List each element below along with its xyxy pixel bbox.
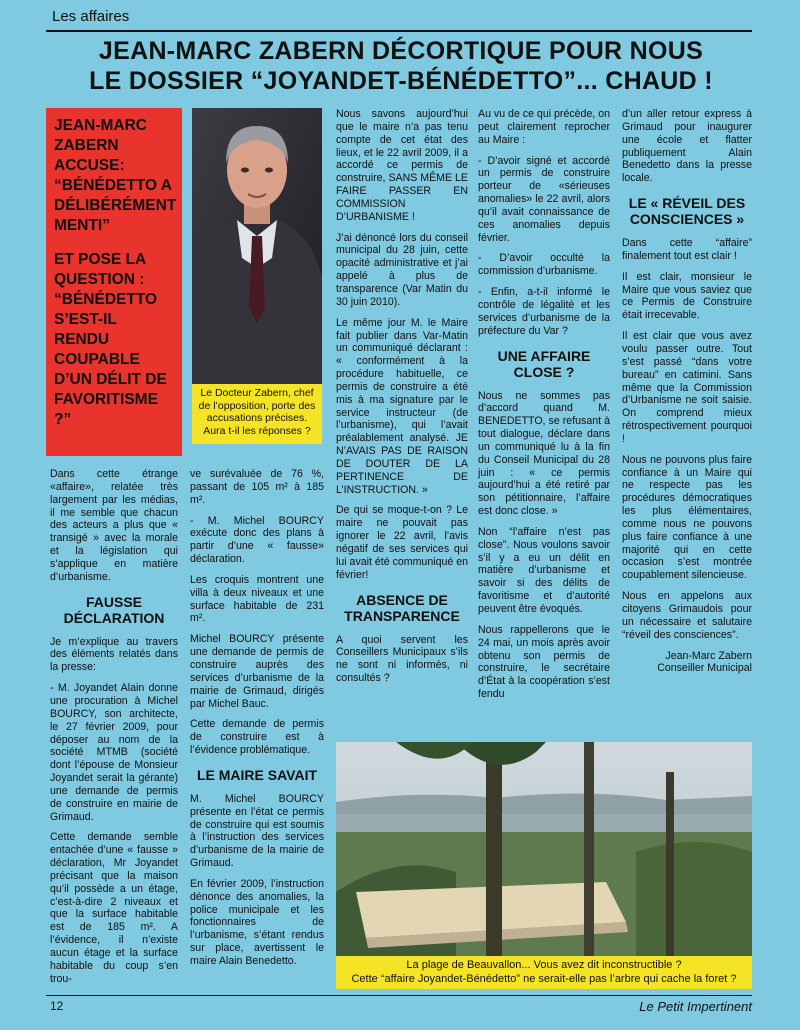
paragraph: - D’avoir occulté la commission d’urbanisme. — [478, 252, 610, 278]
paragraph: Nous ne pouvons plus faire confiance à un Maire qui ne respecte pas les procédures démocratiques les plus élémentaires, comme nous ne pouvons plus faire confiance à une majorité qui en cette occasion s’est montrée coupablement silencieuse. — [622, 453, 752, 582]
page-number: 12 — [50, 999, 64, 1013]
signature-name: Jean-Marc Zabern — [665, 649, 752, 662]
paragraph: Cette demande de permis de construire est à l’évidence problématique. — [190, 718, 324, 757]
paragraph: Je m’explique au travers des éléments relatés dans la presse: — [50, 635, 178, 674]
section-label: Les affaires — [52, 8, 130, 25]
headline-line-2: LE DOSSIER “JOYANDET-BÉNÉDETTO”... CHAUD ! — [89, 67, 713, 95]
beach-caption-line-2: Cette “affaire Joyandet-Bénédetto” ne serait-elle pas l’arbre qui cache la foret ? — [351, 973, 737, 985]
subheading-fausse-declaration: FAUSSE DÉCLARATION — [63, 593, 165, 626]
paragraph: J’ai dénoncé lors du conseil municipal du 28 juin, cette opacité administrative et j’ai appelé à plus de transparence (Var Matin du 30 juin 2010). — [336, 231, 468, 308]
column-1 — [50, 468, 178, 994]
paragraph: Il est clair que vous avez voulu passer outre. Tout s’est passé “dans votre bureau” en catimini. Sans même que la Commission d’Urbanisme ne soit saisie. On comprend mieux rétrospectivement pourquoi ! — [622, 330, 752, 445]
paragraph: - M. Michel BOURCY exécute donc des plans à partir d’une « fausse» déclaration. — [190, 514, 324, 566]
paragraph: Au vu de ce qui précède, on peut clairement reprocher au Maire : — [478, 108, 610, 146]
portrait-illustration — [192, 108, 322, 384]
pull-quote-question: ET POSE LA QUESTION : “BÉNÉDETTO S’EST-IL RENDU COUPABLE D’UN DÉLIT DE FAVORITISME ?” — [54, 251, 167, 428]
portrait-photo — [192, 108, 322, 384]
paragraph: Non “l’affaire n’est pas close”. Nous voulons savoir s’il y a eu un délit en matière d’urbanisme et savoir si des délits de favoritisme et d’autorité peuvent être évoqués. — [478, 525, 610, 615]
top-rule — [46, 30, 752, 32]
pull-quote-box — [46, 108, 182, 456]
paragraph: Nous savons aujourd’hui que le maire n’a pas tenu compte de cet état des lieux, et le 22 avril 2009, il a accordé ce permis de construire, SANS MÊME LE FAIRE PASSER EN COMMISSION D’URBANISME ! — [336, 108, 468, 223]
pull-quote-accuse: JEAN-MARC ZABERN ACCUSE: “BÉNÉDETTO A DÉLIBÉRÉMENT MENTI” — [54, 117, 177, 234]
beach-caption — [336, 956, 752, 989]
paragraph: De qui se moque-t-on ? Le maire ne pouvait pas ignorer le 22 avril, l’avis négatif de ses services qui lui avait été communiqué en février! — [336, 504, 468, 581]
subheading-reveil-des-consciences: LE « RÉVEIL DES CONSCIENCES » — [628, 195, 746, 228]
paragraph: Nous rappellerons que le 24 mai, un mois après avoir obtenu son permis de construire, le secrétaire d’État à la coopération s’est fendu — [478, 623, 610, 701]
paragraph: - Enfin, a-t-il informé le contrôle de légalité et les services d’urbanisme de la préfecture du Var ? — [478, 286, 610, 337]
paragraph: Nous en appelons aux citoyens Grimaudois pour un nécessaire et salutaire “réveil des consciences”. — [622, 590, 752, 641]
paragraph: Dans cette “affaire” finalement tout est clair ! — [622, 237, 752, 262]
signature-title: Conseiller Municipal — [657, 662, 752, 675]
bottom-rule — [46, 995, 752, 996]
magazine-name: Le Petit Impertinent — [639, 999, 752, 1014]
paragraph: M. Michel BOURCY présente en l’état ce permis de construire qui est soumis à l’instruction des services d’urbanisme de la mairie de Grimaud. — [190, 792, 324, 870]
paragraph: Il est clair, monsieur le Maire que vous saviez que ce Permis de Construire était irrecevable. — [622, 270, 752, 322]
subheading-le-maire-savait: LE MAIRE SAVAIT — [196, 766, 318, 783]
subheading-une-affaire-close: UNE AFFAIRE CLOSE ? — [497, 347, 591, 380]
headline-line-1: JEAN-MARC ZABERN DÉCORTIQUE POUR NOUS — [98, 37, 704, 65]
paragraph: Les croquis montrent une villa à deux niveaux et une surface habitable de 231 m². — [190, 573, 324, 625]
paragraph: d’un aller retour express à Grimaud pour inaugurer une école et flatter publiquement Alain Benedetto dans la presse locale. — [622, 108, 752, 185]
paragraph: Dans cette étrange «affaire», relatée très largement par les médias, il me semble que chacun des acteurs a plus que « transigé » avec la morale et la législation qui s’applique en matière d’urbanisme. — [50, 468, 178, 583]
column-3 — [336, 108, 468, 693]
beach-illustration — [336, 742, 752, 956]
column-5 — [622, 108, 752, 675]
paragraph: - M. Joyandet Alain donne une procuration à Michel BOURCY, son architecte, le 27 février 2009, pour déposer au nom de la société MTMB (société dont l’épouse de Monsieur Joyandet serait la gérante) une demande de permis de construire en mairie de Grimaud. — [50, 682, 178, 823]
column-2 — [190, 468, 324, 976]
paragraph: Michel BOURCY présente une demande de permis de construire auprès des services d’urbanisme de la mairie de Grimaud, dirigés par Michel Bauc. — [190, 633, 324, 710]
paragraph: A quoi servent les Conseillers Municipaux s’ils ne sont ni informés, ni consultés ? — [336, 633, 468, 685]
beach-photo — [336, 742, 752, 956]
headline — [46, 36, 756, 96]
paragraph: Cette demande semble entachée d’une « fausse » déclaration, Mr Joyandet précisant que la maison qu’il possède a un étage, c’est-à-dire 2 niveaux et que la surface habitable est de 185 m². A l’évidence, il n’existe aucun étage et la surface habitable du coup s’en trou- — [50, 831, 178, 985]
portrait-caption: Le Docteur Zabern, chef de l’opposition, porte des accusations précises. Aura t-il les réponses ? — [192, 384, 322, 444]
paragraph: Le même jour M. le Maire fait publier dans Var-Matin un communiqué déclarant : « conformément à la procédure habituelle, ce permis de construire a été mis à ma signature par le service instructeur (de l’urbanisme), qui l’avait préalablement analysé. JE N’AVAIS PAS DE RAISON DE DOUTER DE LA PERTINENCE DE L’INSTRUCTION. » — [336, 316, 468, 496]
subheading-absence-de-transparence: ABSENCE DE TRANSPARENCE — [344, 591, 460, 624]
beach-caption-line-1: La plage de Beauvallon... Vous avez dit inconstructible ? — [406, 959, 682, 971]
paragraph: En février 2009, l’instruction dénonce des anomalies, la police municipale et les fonctionnaires de l’urbanisme, s’étant rendus sur place, avertissent le maire Alain Benedetto. — [190, 877, 324, 967]
paragraph: ve surévaluée de 76 %, passant de 105 m² à 185 m². — [190, 468, 324, 506]
paragraph: Nous ne sommes pas d’accord quand M. BENEDETTO, se refusant à tout dialogue, déclare dans un communiqué lu à la fin du Conseil Municipal du 28 juin : « ce permis aujourd’hui a été retiré par son pétitionnaire, l’affaire est donc close. » — [478, 389, 610, 518]
column-4 — [478, 108, 610, 709]
paragraph: - D’avoir signé et accordé un permis de construire porteur de «sérieuses anomalies» le 22 avril, alors qu’il avait connaissance de ces anomalies depuis février. — [478, 154, 610, 244]
